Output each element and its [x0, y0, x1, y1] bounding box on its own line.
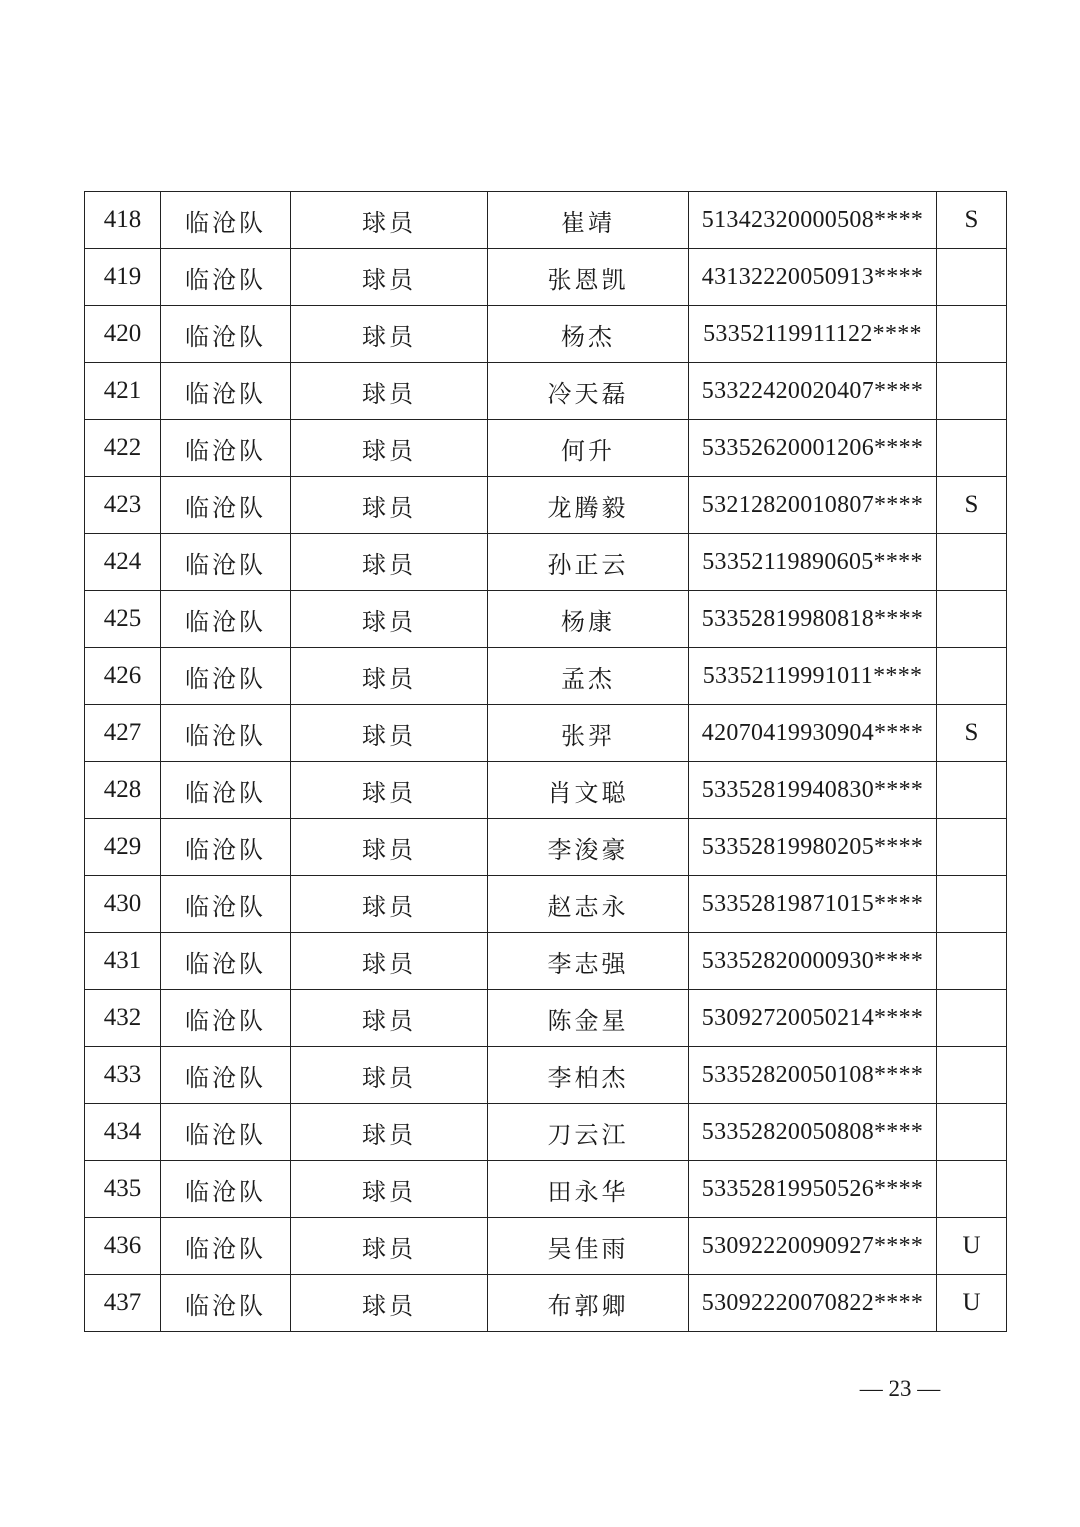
role-cell: 球员 [291, 1161, 488, 1218]
table-row [85, 249, 1007, 306]
table-row [85, 990, 1007, 1047]
row-number-cell: 435 [85, 1161, 161, 1218]
id-number-cell: 53092720050214**** [689, 990, 937, 1047]
team-cell: 临沧队 [161, 876, 291, 933]
player-name-cell: 何升 [488, 420, 689, 477]
mark-cell [937, 591, 1007, 648]
team-cell: 临沧队 [161, 990, 291, 1047]
role-cell: 球员 [291, 591, 488, 648]
role-cell: 球员 [291, 1275, 488, 1332]
player-name-cell: 冷天磊 [488, 363, 689, 420]
mark-cell [937, 876, 1007, 933]
row-number-cell: 437 [85, 1275, 161, 1332]
mark-cell: S [937, 705, 1007, 762]
table-row [85, 819, 1007, 876]
team-cell: 临沧队 [161, 534, 291, 591]
row-number-cell: 425 [85, 591, 161, 648]
role-cell: 球员 [291, 876, 488, 933]
id-number-cell: 53352119991011**** [689, 648, 937, 705]
mark-cell: S [937, 192, 1007, 249]
row-number-cell: 423 [85, 477, 161, 534]
id-number-cell: 53322420020407**** [689, 363, 937, 420]
mark-cell [937, 1161, 1007, 1218]
role-cell: 球员 [291, 648, 488, 705]
row-number-cell: 418 [85, 192, 161, 249]
row-number-cell: 431 [85, 933, 161, 990]
mark-cell [937, 534, 1007, 591]
player-name-cell: 孙正云 [488, 534, 689, 591]
mark-cell [937, 306, 1007, 363]
id-number-cell: 53212820010807**** [689, 477, 937, 534]
row-number-cell: 427 [85, 705, 161, 762]
mark-cell [937, 1047, 1007, 1104]
team-cell: 临沧队 [161, 306, 291, 363]
team-cell: 临沧队 [161, 1104, 291, 1161]
team-cell: 临沧队 [161, 1275, 291, 1332]
row-number-cell: 424 [85, 534, 161, 591]
mark-cell [937, 762, 1007, 819]
mark-cell: U [937, 1275, 1007, 1332]
row-number-cell: 432 [85, 990, 161, 1047]
mark-cell [937, 819, 1007, 876]
id-number-cell: 53352819980205**** [689, 819, 937, 876]
row-number-cell: 421 [85, 363, 161, 420]
table-row [85, 762, 1007, 819]
role-cell: 球员 [291, 1047, 488, 1104]
table-row [85, 363, 1007, 420]
row-number-cell: 419 [85, 249, 161, 306]
table-row [85, 306, 1007, 363]
id-number-cell: 53092220070822**** [689, 1275, 937, 1332]
table-row [85, 1104, 1007, 1161]
row-number-cell: 436 [85, 1218, 161, 1275]
table-row [85, 648, 1007, 705]
role-cell: 球员 [291, 1218, 488, 1275]
row-number-cell: 422 [85, 420, 161, 477]
player-name-cell: 杨康 [488, 591, 689, 648]
id-number-cell: 42070419930904**** [689, 705, 937, 762]
team-cell: 临沧队 [161, 705, 291, 762]
id-number-cell: 53352820050108**** [689, 1047, 937, 1104]
player-name-cell: 张羿 [488, 705, 689, 762]
role-cell: 球员 [291, 933, 488, 990]
player-name-cell: 赵志永 [488, 876, 689, 933]
mark-cell [937, 648, 1007, 705]
row-number-cell: 429 [85, 819, 161, 876]
team-cell: 临沧队 [161, 591, 291, 648]
table-row [85, 192, 1007, 249]
player-name-cell: 龙腾毅 [488, 477, 689, 534]
team-cell: 临沧队 [161, 249, 291, 306]
team-cell: 临沧队 [161, 477, 291, 534]
player-name-cell: 杨杰 [488, 306, 689, 363]
row-number-cell: 433 [85, 1047, 161, 1104]
player-name-cell: 吴佳雨 [488, 1218, 689, 1275]
table-row [85, 1218, 1007, 1275]
id-number-cell: 53352819871015**** [689, 876, 937, 933]
table-row [85, 705, 1007, 762]
id-number-cell: 53352119890605**** [689, 534, 937, 591]
player-name-cell: 李柏杰 [488, 1047, 689, 1104]
table-row [85, 420, 1007, 477]
id-number-cell: 53352819940830**** [689, 762, 937, 819]
player-name-cell: 张恩凯 [488, 249, 689, 306]
row-number-cell: 430 [85, 876, 161, 933]
role-cell: 球员 [291, 420, 488, 477]
role-cell: 球员 [291, 762, 488, 819]
player-name-cell: 陈金星 [488, 990, 689, 1047]
player-name-cell: 布郭卿 [488, 1275, 689, 1332]
table-row [85, 1275, 1007, 1332]
id-number-cell: 53352119911122**** [689, 306, 937, 363]
team-cell: 临沧队 [161, 933, 291, 990]
page-number: — 23 — [859, 1376, 941, 1401]
id-number-cell: 53352820000930**** [689, 933, 937, 990]
table-row [85, 1047, 1007, 1104]
player-name-cell: 崔靖 [488, 192, 689, 249]
mark-cell [937, 1104, 1007, 1161]
id-number-cell: 53352820050808**** [689, 1104, 937, 1161]
team-cell: 临沧队 [161, 648, 291, 705]
team-cell: 临沧队 [161, 762, 291, 819]
id-number-cell: 43132220050913**** [689, 249, 937, 306]
role-cell: 球员 [291, 819, 488, 876]
row-number-cell: 426 [85, 648, 161, 705]
mark-cell [937, 363, 1007, 420]
id-number-cell: 53352819980818**** [689, 591, 937, 648]
team-cell: 临沧队 [161, 1161, 291, 1218]
mark-cell: U [937, 1218, 1007, 1275]
player-roster-table [84, 191, 1007, 1332]
id-number-cell: 53352819950526**** [689, 1161, 937, 1218]
table-row [85, 534, 1007, 591]
roster-body [85, 192, 1007, 1332]
table-row [85, 477, 1007, 534]
player-name-cell: 李浚豪 [488, 819, 689, 876]
id-number-cell: 53352620001206**** [689, 420, 937, 477]
player-name-cell: 李志强 [488, 933, 689, 990]
table-row [85, 591, 1007, 648]
id-number-cell: 51342320000508**** [689, 192, 937, 249]
role-cell: 球员 [291, 306, 488, 363]
team-cell: 临沧队 [161, 1047, 291, 1104]
team-cell: 临沧队 [161, 1218, 291, 1275]
id-number-cell: 53092220090927**** [689, 1218, 937, 1275]
mark-cell [937, 249, 1007, 306]
mark-cell: S [937, 477, 1007, 534]
team-cell: 临沧队 [161, 192, 291, 249]
mark-cell [937, 420, 1007, 477]
table-row [85, 1161, 1007, 1218]
player-name-cell: 肖文聪 [488, 762, 689, 819]
player-name-cell: 刀云江 [488, 1104, 689, 1161]
row-number-cell: 428 [85, 762, 161, 819]
role-cell: 球员 [291, 534, 488, 591]
table-row [85, 933, 1007, 990]
row-number-cell: 434 [85, 1104, 161, 1161]
player-name-cell: 孟杰 [488, 648, 689, 705]
role-cell: 球员 [291, 705, 488, 762]
role-cell: 球员 [291, 363, 488, 420]
role-cell: 球员 [291, 990, 488, 1047]
mark-cell [937, 990, 1007, 1047]
role-cell: 球员 [291, 249, 488, 306]
role-cell: 球员 [291, 1104, 488, 1161]
role-cell: 球员 [291, 477, 488, 534]
team-cell: 临沧队 [161, 363, 291, 420]
row-number-cell: 420 [85, 306, 161, 363]
mark-cell [937, 933, 1007, 990]
team-cell: 临沧队 [161, 819, 291, 876]
team-cell: 临沧队 [161, 420, 291, 477]
role-cell: 球员 [291, 192, 488, 249]
player-name-cell: 田永华 [488, 1161, 689, 1218]
table-row [85, 876, 1007, 933]
